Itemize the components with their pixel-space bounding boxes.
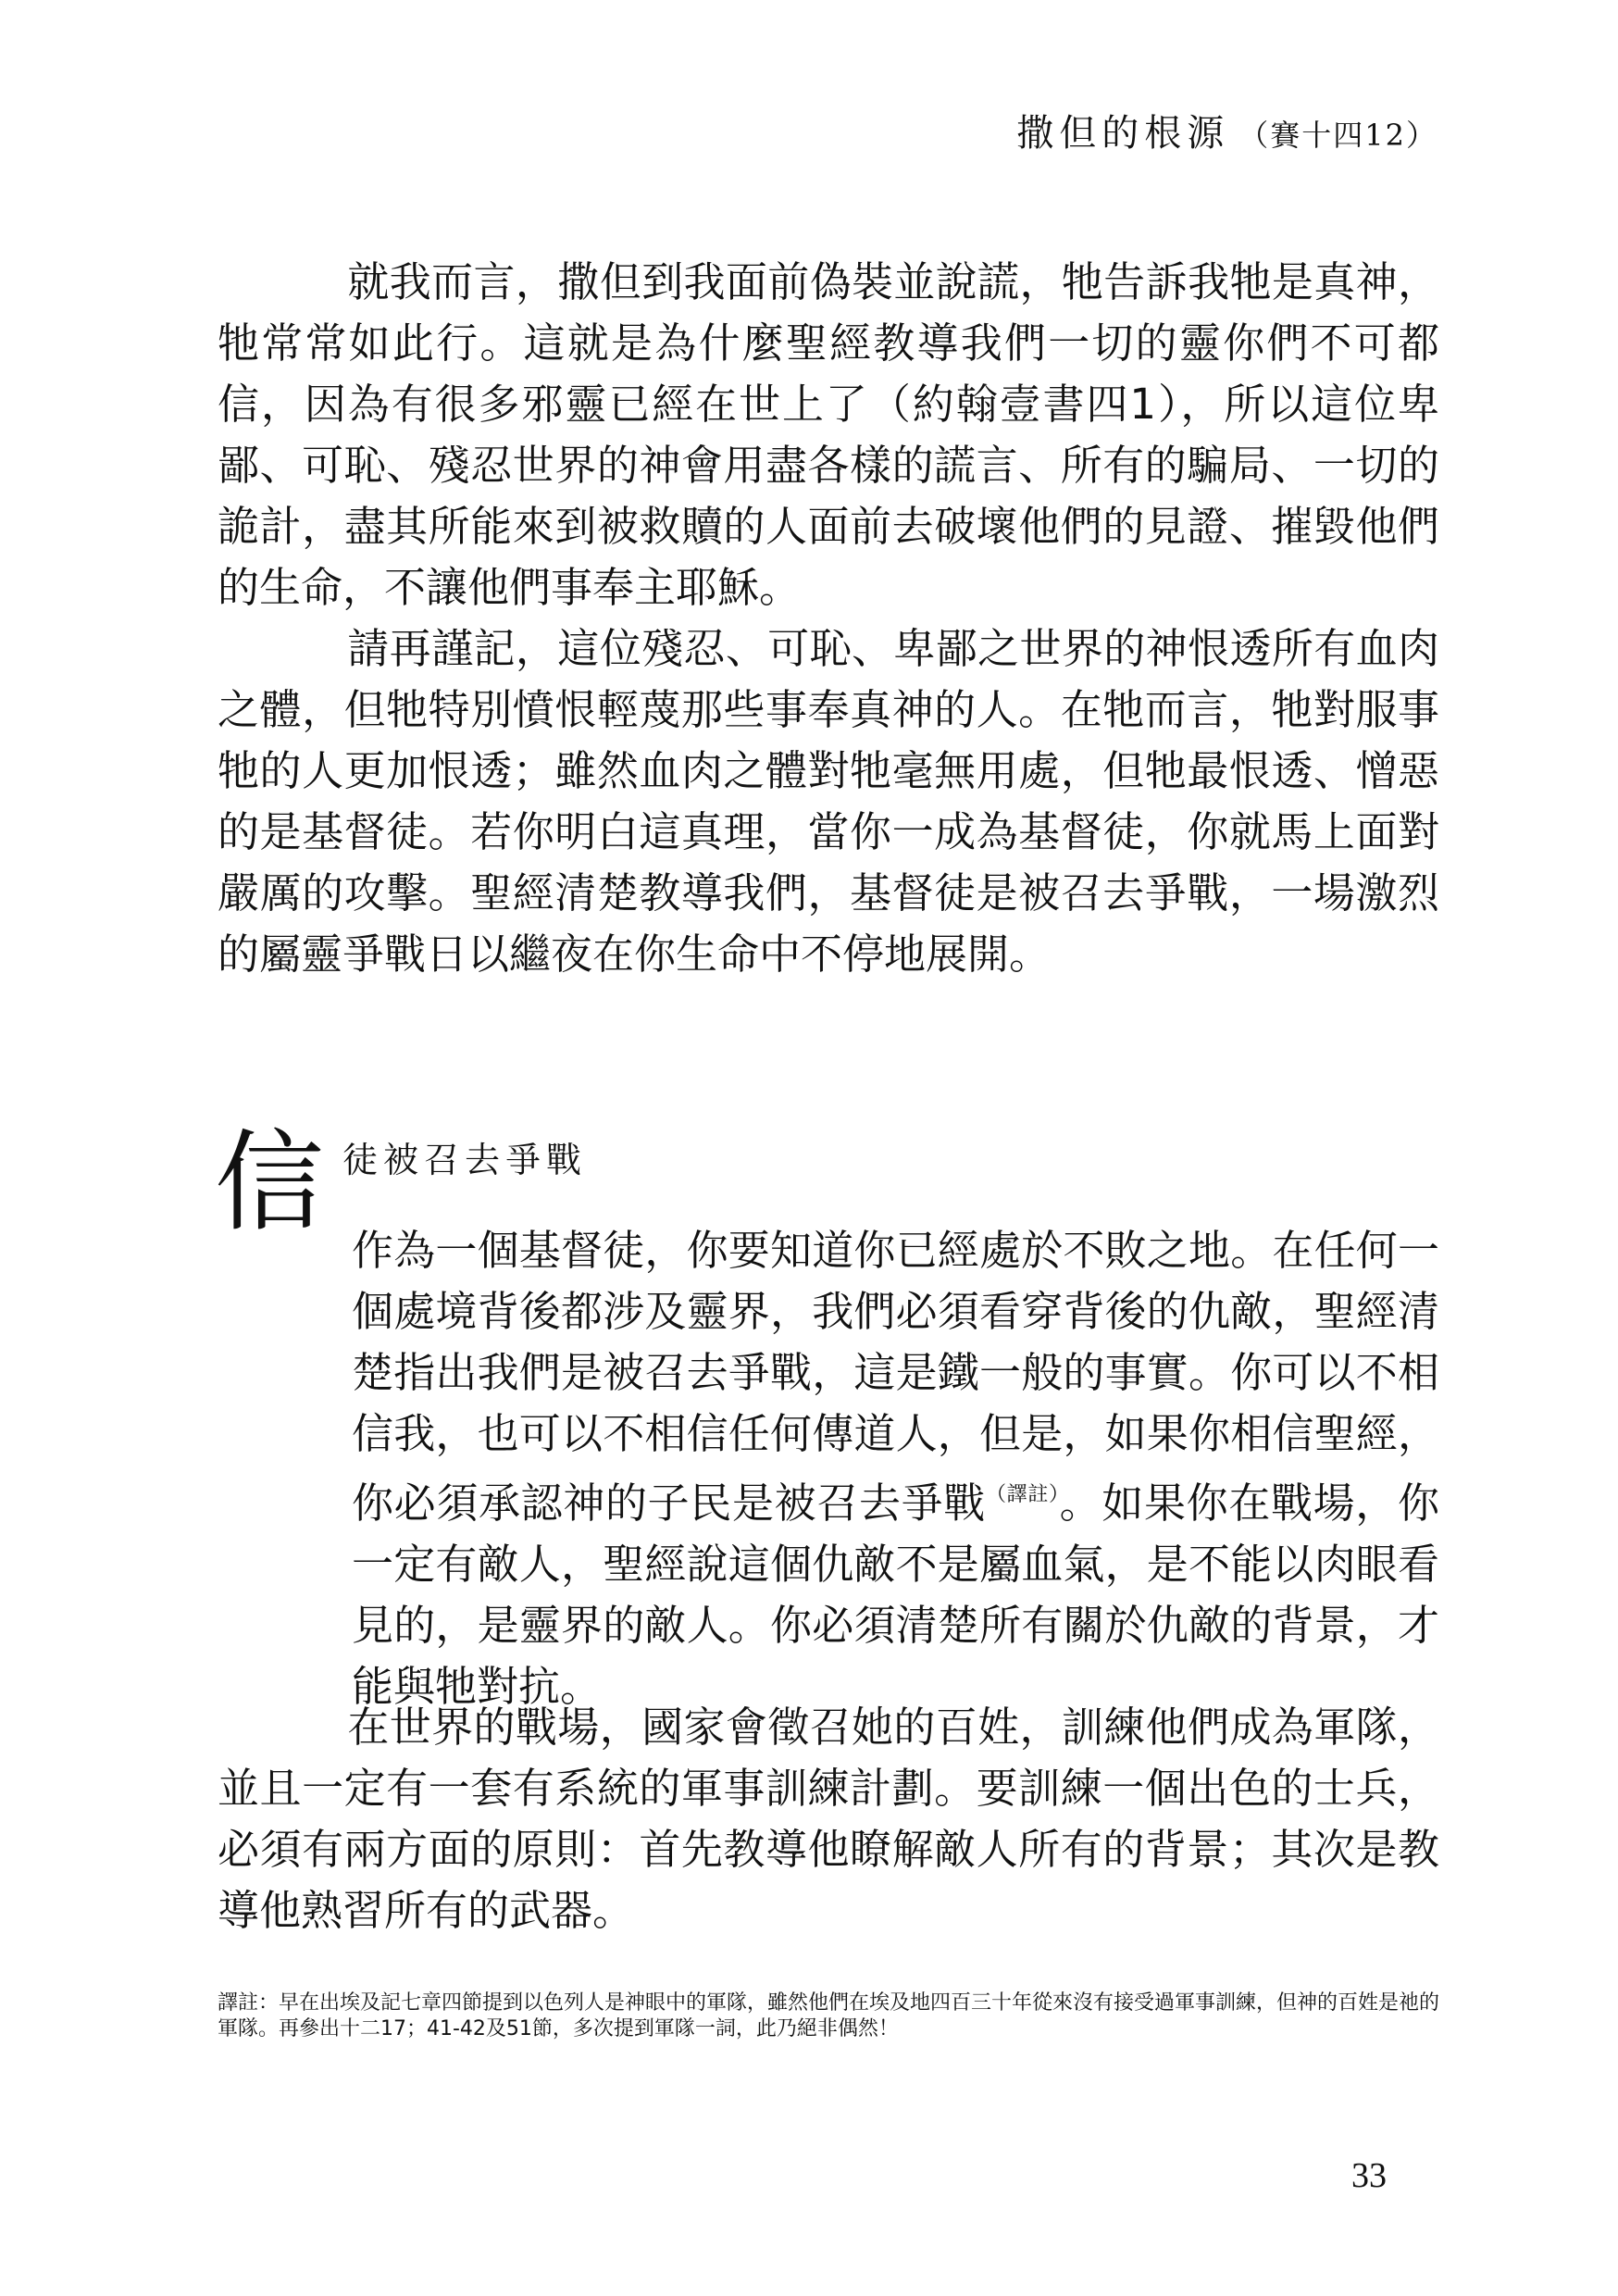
paragraph-2: [218, 618, 1439, 985]
paragraph-4: [218, 1697, 1439, 1941]
footnote: 譯註：早在出埃及記七章四節提到以色列人是神眼中的軍隊，雖然他們在埃及地四百三十年從來沒有接受過軍事訓練，但神的百姓是祂的軍隊。再參出十二17；41-42及51節，多次提到軍隊一詞，此乃絕非偶然！: [218, 1991, 1440, 2040]
paragraph-4-text: 在世界的戰場，國家會徵召她的百姓，訓練他們成為軍隊，並且一定有一套有系統的軍事訓練計劃。要訓練一個出色的士兵，必須有兩方面的原則：首先教導他瞭解敵人所有的背景；其次是教導他熟習所有的武器。: [218, 1703, 1439, 1935]
paragraph-2-text: 請再謹記，這位殘忍、可恥、卑鄙之世界的神恨透所有血肉之體，但牠特別憤恨輕蔑那些事奉真神的人。在牠而言，牠對服事牠的人更加恨透；雖然血肉之體對牠毫無用處，但牠最恨透、憎惡的是基督徒。若你明白這真理，當你一成為基督徒，你就馬上面對嚴厲的攻擊。聖經清楚教導我們，基督徒是被召去爭戰，一場激烈的屬靈爭戰日以繼夜在你生命中不停地展開。: [218, 624, 1439, 979]
running-header: [1016, 104, 1438, 156]
section-heading-text: 徒被召去爭戰: [342, 1140, 588, 1180]
paragraph-1: [218, 252, 1439, 618]
paragraph-3-text-b: 。如果你在戰場，你一定有敵人，聖經說這個仇敵不是屬血氣，是不能以肉眼看見的，是靈界的敵人。你必須清楚所有關於仇敵的背景，才能與牠對抗。: [352, 1479, 1439, 1711]
chapter-title: 撒但的根源: [1016, 112, 1230, 155]
page-number: 33: [1351, 2156, 1387, 2195]
paragraph-3-text-a: 作為一個基督徒，你要知道你已經處於不敗之地。在任何一個處境背後都涉及靈界，我們必須看穿背後的仇敵，聖經清楚指出我們是被召去爭戰，這是鐵一般的事實。你可以不相信我，也可以不相信任何傳道人，但是，如果你相信聖經，你必須承認神的子民是被召去爭戰: [352, 1226, 1439, 1528]
scripture-reference: （賽十四12）: [1238, 118, 1438, 153]
paragraph-1-text: 就我而言，撒但到我面前偽裝並說謊，牠告訴我牠是真神，牠常常如此行。這就是為什麼聖經教導我們一切的靈你們不可都信，因為有很多邪靈已經在世上了（約翰壹書四1），所以這位卑鄙、可恥、殘忍世界的神會用盡各樣的謊言、所有的騙局、一切的詭計，盡其所能來到被救贖的人面前去破壞他們的見證、摧毀他們的生命，不讓他們事奉主耶穌。: [218, 257, 1439, 612]
dropcap: 信: [215, 1118, 325, 1246]
paragraph-3: [218, 1220, 1439, 1717]
paragraph-3-content: [218, 1220, 1439, 1717]
translator-note-marker: （譯註）: [985, 1483, 1060, 1506]
